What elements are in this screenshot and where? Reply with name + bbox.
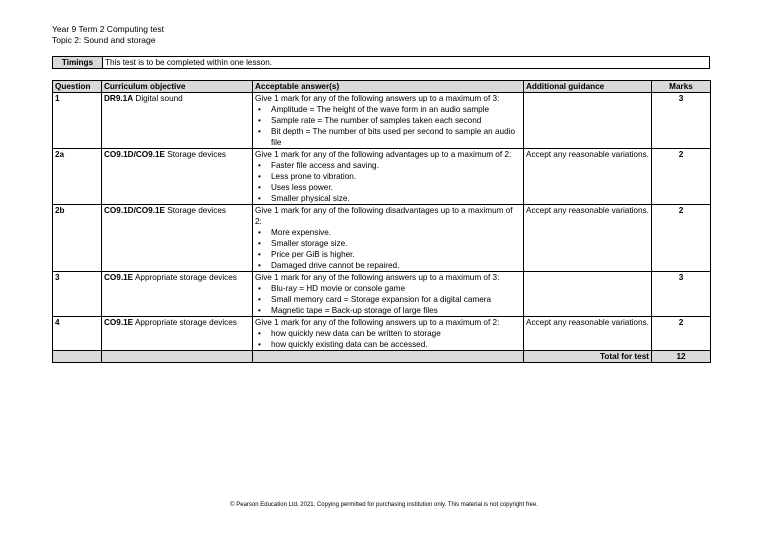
answer-item: • Uses less power.: [271, 182, 521, 193]
objective-text: Appropriate storage devices: [133, 318, 237, 327]
additional-guidance: Accept any reasonable variations.: [524, 205, 652, 272]
acceptable-answers: [253, 205, 524, 272]
answer-item: • Magnetic tape = Back-up storage of large files: [271, 305, 521, 316]
answer-item: • More expensive.: [271, 227, 521, 238]
answer-intro: Give 1 mark for any of the following answers up to a maximum of 2:: [255, 318, 500, 327]
table-row: [53, 317, 711, 351]
objective-code: DR9.1A: [104, 94, 134, 103]
additional-guidance: [524, 272, 652, 317]
question-number: 1: [53, 93, 102, 149]
total-label: Total for test: [524, 351, 652, 363]
marks-value: 3: [652, 272, 711, 317]
answer-item: • how quickly existing data can be accessed.: [271, 339, 521, 350]
marks-value: 2: [652, 317, 711, 351]
objective-code: CO9.1E: [104, 318, 134, 327]
answer-item: • Damaged drive cannot be repaired.: [271, 260, 521, 271]
answer-list: [255, 328, 521, 350]
answer-item: • Smaller storage size.: [271, 238, 521, 249]
copyright-footer: © Pearson Education Ltd, 2021. Copying permitted for purchasing institution only. This material is not copyright free.: [230, 502, 538, 508]
col-header-guidance: Additional guidance: [524, 81, 652, 93]
question-number: 4: [53, 317, 102, 351]
question-number: 2a: [53, 149, 102, 205]
answer-list: [255, 283, 521, 316]
additional-guidance: Accept any reasonable variations.: [524, 317, 652, 351]
col-header-answers: Acceptable answer(s): [253, 81, 524, 93]
answer-item: • Small memory card = Storage expansion for a digital camera: [271, 294, 521, 305]
answer-item: • Blu-ray = HD movie or console game: [271, 283, 521, 294]
table-row: [53, 93, 711, 149]
acceptable-answers: [253, 93, 524, 149]
total-marks: 12: [652, 351, 711, 363]
total-blank-cell: [53, 351, 102, 363]
answer-intro: Give 1 mark for any of the following advantages up to a maximum of 2:: [255, 150, 512, 159]
question-number: 2b: [53, 205, 102, 272]
header-title: Year 9 Term 2 Computing test: [52, 24, 164, 34]
curriculum-objective: [102, 149, 253, 205]
answer-list: [255, 160, 521, 204]
answer-item: • Sample rate = The number of samples taken each second: [271, 115, 521, 126]
answer-intro: Give 1 mark for any of the following answers up to a maximum of 3:: [255, 273, 500, 282]
objective-text: Digital sound: [133, 94, 183, 103]
total-row: [53, 351, 711, 363]
total-blank-cell: [253, 351, 524, 363]
acceptable-answers: [253, 317, 524, 351]
curriculum-objective: [102, 93, 253, 149]
acceptable-answers: [253, 149, 524, 205]
objective-code: CO9.1D/CO9.1E: [104, 206, 165, 215]
col-header-marks: Marks: [652, 81, 711, 93]
answer-item: • Faster file access and saving.: [271, 160, 521, 171]
objective-text: Storage devices: [164, 206, 226, 215]
timings-table: [52, 56, 710, 69]
mark-scheme-table: [52, 80, 711, 363]
table-row: [53, 272, 711, 317]
answer-item: • Smaller physical size.: [271, 193, 521, 204]
curriculum-objective: [102, 205, 253, 272]
answer-item: • Amplitude = The height of the wave form in an audio sample: [271, 104, 521, 115]
objective-code: CO9.1E: [104, 273, 134, 282]
curriculum-objective: [102, 317, 253, 351]
question-number: 3: [53, 272, 102, 317]
col-header-question: Question: [53, 81, 102, 93]
objective-text: Storage devices: [164, 150, 226, 159]
timings-label: Timings: [53, 57, 103, 69]
answer-item: • Price per GiB is higher.: [271, 249, 521, 260]
answer-intro: Give 1 mark for any of the following disadvantages up to a maximum of 2:: [255, 206, 513, 226]
col-header-objective: Curriculum objective: [102, 81, 253, 93]
marks-value: 3: [652, 93, 711, 149]
curriculum-objective: [102, 272, 253, 317]
answer-intro: Give 1 mark for any of the following answers up to a maximum of 3:: [255, 94, 500, 103]
answer-item: • how quickly new data can be written to storage: [271, 328, 521, 339]
total-blank-cell: [102, 351, 253, 363]
objective-code: CO9.1D/CO9.1E: [104, 150, 165, 159]
table-row: [53, 205, 711, 272]
marks-value: 2: [652, 205, 711, 272]
additional-guidance: [524, 93, 652, 149]
timings-text: This test is to be completed within one lesson.: [103, 57, 710, 69]
answer-item: • Bit depth = The number of bits used per second to sample an audio file: [271, 126, 521, 148]
answer-list: [255, 227, 521, 271]
marks-value: 2: [652, 149, 711, 205]
table-header-row: [53, 81, 711, 93]
answer-item: • Less prone to vibration.: [271, 171, 521, 182]
table-row: [53, 149, 711, 205]
additional-guidance: Accept any reasonable variations.: [524, 149, 652, 205]
answer-list: [255, 104, 521, 148]
header-topic: Topic 2: Sound and storage: [52, 35, 156, 45]
objective-text: Appropriate storage devices: [133, 273, 237, 282]
acceptable-answers: [253, 272, 524, 317]
document-header: [52, 24, 164, 46]
